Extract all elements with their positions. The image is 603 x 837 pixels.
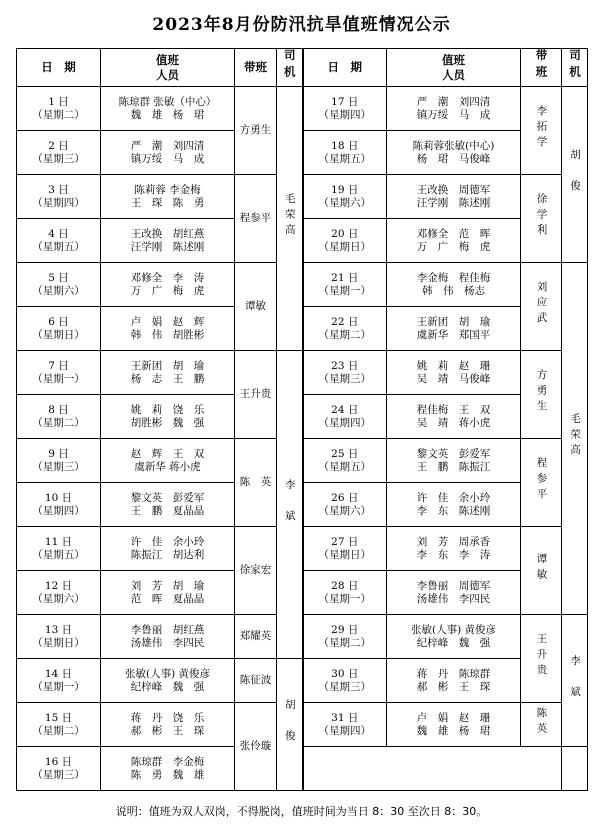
staff-line-2: 韩 伟 杨志	[422, 284, 485, 297]
table-row	[17, 571, 588, 615]
date-cell	[17, 395, 101, 439]
date-day: 7 日	[48, 359, 69, 372]
date-day: 23 日	[331, 359, 359, 372]
driver-cell	[277, 351, 303, 659]
staff-cell	[101, 175, 235, 219]
date-cell	[17, 659, 101, 703]
date-weekday: （星期日）	[32, 636, 85, 649]
staff-line-1: 蒋 丹 饶 乐	[130, 711, 205, 724]
staff-cell	[387, 219, 521, 263]
date-weekday: （星期五）	[318, 460, 371, 473]
staff-line-1: 张敏(人事) 黄俊彦	[410, 623, 497, 636]
leader-name: 张伶璇	[239, 740, 272, 752]
date-day: 6 日	[48, 315, 69, 328]
date-day: 4 日	[48, 227, 69, 240]
staff-cell	[387, 703, 521, 747]
driver-name: 李 斌	[283, 479, 296, 526]
page-title: 2023年8月份防汛抗旱值班情况公示	[152, 15, 451, 35]
staff-cell	[387, 395, 521, 439]
table-row	[17, 747, 588, 791]
staff-cell	[387, 439, 521, 483]
staff-line-1: 黎文英 彭爱军	[416, 447, 491, 460]
leader-cell	[235, 263, 277, 351]
staff-cell	[387, 87, 521, 131]
header-staff-right-line1: 值班	[442, 52, 465, 67]
date-weekday: （星期二）	[318, 636, 371, 649]
date-weekday: （星期三）	[32, 768, 85, 781]
date-day: 1 日	[48, 95, 69, 108]
date-day: 13 日	[44, 623, 73, 636]
date-cell	[303, 615, 387, 659]
staff-line-2: 韩 伟 胡胜彬	[130, 328, 205, 341]
date-weekday: （星期四）	[318, 416, 371, 429]
date-weekday: （星期五）	[32, 240, 85, 253]
table-row	[17, 263, 588, 307]
date-weekday: （星期二）	[32, 416, 85, 429]
staff-line-1: 姚 莉 赵 珊	[416, 359, 491, 372]
staff-cell	[387, 527, 521, 571]
staff-line-2: 吴 靖 蒋小虎	[416, 416, 491, 429]
staff-line-2: 魏 雄 杨 珺	[130, 108, 205, 121]
date-cell	[17, 263, 101, 307]
date-cell	[303, 219, 387, 263]
date-day: 2 日	[48, 139, 69, 152]
date-cell	[303, 307, 387, 351]
staff-line-1: 卢 娟 赵 辉	[130, 315, 205, 328]
leader-name: 李拓学	[535, 105, 548, 152]
leader-name: 程参平	[535, 457, 548, 504]
leader-name: 王升贵	[535, 633, 548, 680]
date-day: 24 日	[331, 403, 359, 416]
leader-cell	[521, 351, 562, 439]
date-weekday: （星期六）	[318, 196, 371, 209]
staff-line-1: 邓修全 李 涛	[130, 271, 205, 284]
staff-line-1: 李金梅 程佳梅	[416, 271, 491, 284]
date-weekday: （星期二）	[318, 328, 371, 341]
date-day: 28 日	[331, 579, 359, 592]
leader-name: 刘应武	[535, 281, 548, 328]
leader-cell	[235, 527, 277, 615]
date-cell	[303, 351, 387, 395]
staff-cell	[387, 351, 521, 395]
date-day: 31 日	[331, 711, 359, 724]
driver-name: 李 斌	[569, 655, 581, 702]
date-day: 22 日	[331, 315, 359, 328]
date-cell	[17, 439, 101, 483]
staff-cell	[101, 439, 235, 483]
staff-line-2: 汤雄伟 李四民	[416, 592, 491, 605]
date-weekday: （星期三）	[318, 372, 371, 385]
date-weekday: （星期六）	[32, 284, 85, 297]
leader-cell	[521, 175, 562, 263]
leader-cell	[521, 527, 562, 615]
staff-cell	[387, 307, 521, 351]
header-driver	[277, 49, 303, 87]
staff-cell	[101, 571, 235, 615]
date-weekday: （星期六）	[318, 504, 371, 517]
duty-roster-table	[16, 48, 588, 791]
staff-line-1: 严 潮 刘四清	[130, 139, 205, 152]
staff-cell	[387, 263, 521, 307]
staff-line-1: 王新团 胡 瑜	[416, 315, 491, 328]
leader-cell	[521, 263, 562, 351]
staff-cell	[101, 219, 235, 263]
staff-line-1: 陈琼群 张敏（中心）	[118, 95, 217, 108]
header-driver-right-text: 司机	[568, 49, 582, 82]
date-weekday: （星期四）	[318, 108, 371, 121]
date-cell	[303, 175, 387, 219]
date-cell	[17, 351, 101, 395]
date-day: 17 日	[331, 95, 359, 108]
date-cell	[17, 219, 101, 263]
staff-line-2: 虞新华 蒋小虎	[134, 460, 201, 473]
date-weekday: （星期五）	[318, 152, 371, 165]
date-day: 18 日	[331, 139, 359, 152]
staff-line-2: 王 鹏 陈振江	[416, 460, 491, 473]
date-weekday: （星期一）	[32, 680, 85, 693]
leader-name: 陈 英	[239, 476, 272, 488]
table-row	[17, 439, 588, 483]
driver-name: 毛荣高	[569, 413, 581, 460]
staff-cell	[101, 395, 235, 439]
date-day: 20 日	[331, 227, 359, 240]
date-day: 10 日	[44, 491, 73, 504]
table-row	[17, 87, 588, 131]
leader-cell	[235, 615, 277, 659]
table-row	[17, 219, 588, 263]
staff-cell	[101, 659, 235, 703]
staff-line-2: 胡胜彬 魏 强	[130, 416, 205, 429]
staff-line-1: 王新团 胡 瑜	[130, 359, 205, 372]
date-weekday: （星期日）	[32, 328, 85, 341]
staff-line-2: 汤雄伟 李四民	[130, 636, 205, 649]
leader-cell	[521, 615, 562, 703]
staff-line-1: 黎文英 彭爱军	[130, 491, 205, 504]
table-row	[17, 483, 588, 527]
date-cell	[303, 571, 387, 615]
staff-line-1: 李鲁丽 胡红燕	[130, 623, 205, 636]
date-cell	[17, 307, 101, 351]
date-cell	[17, 703, 101, 747]
date-weekday: （星期一）	[318, 592, 371, 605]
date-day: 19 日	[331, 183, 359, 196]
staff-line-1: 陈莉蓉 李金梅	[134, 183, 201, 196]
header-staff-line1: 值班	[156, 52, 179, 67]
staff-cell	[387, 483, 521, 527]
table-row	[17, 307, 588, 351]
date-cell	[303, 395, 387, 439]
header-leader: 带班	[235, 49, 277, 87]
staff-line-1: 陈琼群 李金梅	[130, 755, 205, 768]
staff-line-2: 虞新华 郑国平	[416, 328, 491, 341]
date-day: 27 日	[331, 535, 359, 548]
staff-line-2: 魏 雄 杨 珺	[416, 724, 491, 737]
leader-cell	[235, 175, 277, 263]
staff-line-1: 王改换 胡红燕	[130, 227, 205, 240]
staff-line-1: 刘 芳 周承香	[416, 535, 491, 548]
table-row	[17, 395, 588, 439]
staff-cell	[101, 351, 235, 395]
staff-cell	[101, 483, 235, 527]
date-weekday: （星期三）	[318, 680, 371, 693]
date-cell	[303, 483, 387, 527]
empty-cell	[303, 747, 562, 791]
date-cell	[17, 571, 101, 615]
date-weekday: （星期二）	[32, 108, 85, 121]
date-day: 21 日	[331, 271, 359, 284]
staff-line-2: 纪梓峰 魏 强	[130, 680, 205, 693]
leader-cell	[521, 703, 562, 747]
date-day: 3 日	[48, 183, 69, 196]
leader-cell	[235, 659, 277, 703]
driver-name: 胡 俊	[283, 699, 296, 746]
leader-name: 谭敏	[245, 300, 266, 312]
staff-line-2: 郝 彬 王 琛	[416, 680, 491, 693]
header-staff-right	[387, 49, 521, 87]
header-row	[17, 49, 588, 87]
date-day: 9 日	[48, 447, 69, 460]
date-cell	[17, 87, 101, 131]
driver-cell	[277, 87, 303, 351]
leader-cell	[521, 87, 562, 175]
table-row	[17, 703, 588, 747]
date-day: 15 日	[44, 711, 73, 724]
date-cell	[303, 87, 387, 131]
date-weekday: （星期三）	[32, 460, 85, 473]
header-staff-right-line2: 人员	[442, 67, 465, 82]
leader-name: 徐家宏	[239, 564, 272, 576]
staff-line-1: 刘 芳 胡 瑜	[130, 579, 205, 592]
empty-driver-cell	[562, 747, 588, 791]
date-cell	[303, 659, 387, 703]
staff-line-1: 陈莉蓉张敏(中心)	[412, 139, 495, 152]
staff-line-1: 邓修全 范 晖	[416, 227, 491, 240]
header-date-right: 日 期	[303, 49, 387, 87]
staff-line-1: 严 潮 刘四清	[416, 95, 491, 108]
leader-name: 徐学利	[535, 193, 548, 240]
date-day: 11 日	[44, 535, 73, 548]
driver-name: 胡 俊	[569, 149, 581, 196]
date-day: 29 日	[331, 623, 359, 636]
date-day: 12 日	[44, 579, 73, 592]
header-staff-line2: 人员	[156, 67, 179, 82]
driver-cell	[277, 659, 303, 791]
driver-cell	[562, 87, 588, 263]
date-weekday: （星期一）	[32, 372, 85, 385]
staff-line-2: 王 琛 陈 勇	[130, 196, 205, 209]
leader-name: 方勇生	[535, 369, 548, 416]
header-driver-text: 司机	[282, 49, 297, 82]
leader-name: 谭敏	[535, 553, 548, 584]
staff-line-1: 卢 娟 赵 珊	[416, 711, 491, 724]
driver-cell	[562, 263, 588, 615]
date-weekday: （星期五）	[32, 548, 85, 561]
leader-cell	[521, 439, 562, 527]
date-day: 5 日	[48, 271, 69, 284]
date-weekday: （星期四）	[318, 724, 371, 737]
staff-line-2: 吴 靖 马俊峰	[416, 372, 491, 385]
date-cell	[303, 263, 387, 307]
staff-line-2: 郝 彬 王 琛	[130, 724, 205, 737]
staff-line-2: 杨 珺 马俊峰	[416, 152, 491, 165]
header-driver-right	[562, 49, 588, 87]
staff-cell	[387, 131, 521, 175]
staff-line-2: 杨 志 王 鹏	[130, 372, 205, 385]
leader-name: 方勇生	[239, 124, 272, 136]
staff-cell	[101, 263, 235, 307]
leader-cell	[235, 351, 277, 439]
staff-cell	[387, 659, 521, 703]
staff-cell	[101, 527, 235, 571]
leader-name: 郑耀英	[239, 630, 272, 642]
table-row	[17, 527, 588, 571]
date-weekday: （星期三）	[32, 152, 85, 165]
table-row	[17, 175, 588, 219]
date-weekday: （星期四）	[32, 196, 85, 209]
roster-body	[17, 87, 588, 791]
date-weekday: （星期二）	[32, 724, 85, 737]
date-cell	[17, 175, 101, 219]
footnote: 说明：值班为双人双岗，不得脱岗，值班时间为当日 8：30 至次日 8：30。	[115, 805, 488, 818]
date-cell	[17, 747, 101, 791]
date-cell	[303, 703, 387, 747]
date-day: 16 日	[44, 755, 73, 768]
header-leader-right-text: 带班	[534, 49, 549, 82]
table-row	[17, 615, 588, 659]
leader-name: 陈英	[535, 707, 548, 738]
table-row	[17, 659, 588, 703]
date-cell	[17, 483, 101, 527]
staff-cell	[387, 175, 521, 219]
staff-line-1: 许 佳 余小玲	[416, 491, 491, 504]
driver-name: 毛荣高	[283, 193, 296, 240]
leader-name: 王升贵	[239, 388, 272, 400]
date-day: 25 日	[331, 447, 359, 460]
date-day: 26 日	[331, 491, 359, 504]
staff-line-2: 纪梓峰 魏 强	[416, 636, 491, 649]
staff-line-1: 赵 辉 王 双	[130, 447, 205, 460]
date-cell	[303, 527, 387, 571]
staff-line-1: 蒋 丹 陈琼群	[416, 667, 491, 680]
staff-line-2: 李 东 陈述刚	[416, 504, 491, 517]
header-staff	[101, 49, 235, 87]
leader-name: 程参平	[239, 212, 272, 224]
date-cell	[17, 131, 101, 175]
staff-line-2: 万 广 梅 虎	[130, 284, 205, 297]
staff-line-1: 张敏(人事) 黄俊彦	[124, 667, 211, 680]
staff-line-1: 李鲁丽 周德军	[416, 579, 491, 592]
leader-cell	[235, 703, 277, 791]
leader-cell	[235, 439, 277, 527]
date-day: 8 日	[48, 403, 69, 416]
header-leader-right	[521, 49, 562, 87]
table-row	[17, 131, 588, 175]
date-cell	[17, 527, 101, 571]
staff-line-2: 王 鹏 夏晶晶	[130, 504, 205, 517]
staff-cell	[387, 615, 521, 659]
staff-cell	[101, 307, 235, 351]
leader-cell	[235, 87, 277, 175]
leader-name: 陈征波	[239, 674, 272, 686]
date-weekday: （星期日）	[318, 240, 371, 253]
staff-line-2: 陈 勇 魏 雄	[130, 768, 205, 781]
staff-cell	[101, 131, 235, 175]
staff-line-2: 范 晖 夏晶晶	[130, 592, 205, 605]
staff-line-2: 李 东 李 涛	[416, 548, 491, 561]
staff-line-2: 陈振江 胡达利	[130, 548, 205, 561]
date-cell	[303, 439, 387, 483]
staff-line-2: 汪学刚 陈述刚	[130, 240, 205, 253]
date-weekday: （星期日）	[318, 548, 371, 561]
staff-cell	[387, 571, 521, 615]
date-day: 14 日	[44, 667, 73, 680]
staff-line-2: 镇万绥 马 成	[416, 108, 491, 121]
staff-cell	[101, 87, 235, 131]
staff-line-1: 程佳梅 王 双	[416, 403, 491, 416]
date-cell	[303, 131, 387, 175]
staff-line-1: 姚 莉 饶 乐	[130, 403, 205, 416]
staff-cell	[101, 703, 235, 747]
date-day: 30 日	[331, 667, 359, 680]
staff-cell	[101, 747, 235, 791]
date-weekday: （星期四）	[32, 504, 85, 517]
date-cell	[17, 615, 101, 659]
table-row	[17, 351, 588, 395]
staff-cell	[101, 615, 235, 659]
staff-line-2: 万 广 梅 虎	[416, 240, 491, 253]
staff-line-2: 汪学刚 陈述刚	[416, 196, 491, 209]
staff-line-2: 镇万绥 马 成	[130, 152, 205, 165]
staff-line-1: 许 佳 余小玲	[130, 535, 205, 548]
header-date: 日 期	[17, 49, 101, 87]
driver-cell	[562, 615, 588, 747]
date-weekday: （星期六）	[32, 592, 85, 605]
staff-line-1: 王改换 周德军	[416, 183, 491, 196]
date-weekday: （星期一）	[318, 284, 371, 297]
